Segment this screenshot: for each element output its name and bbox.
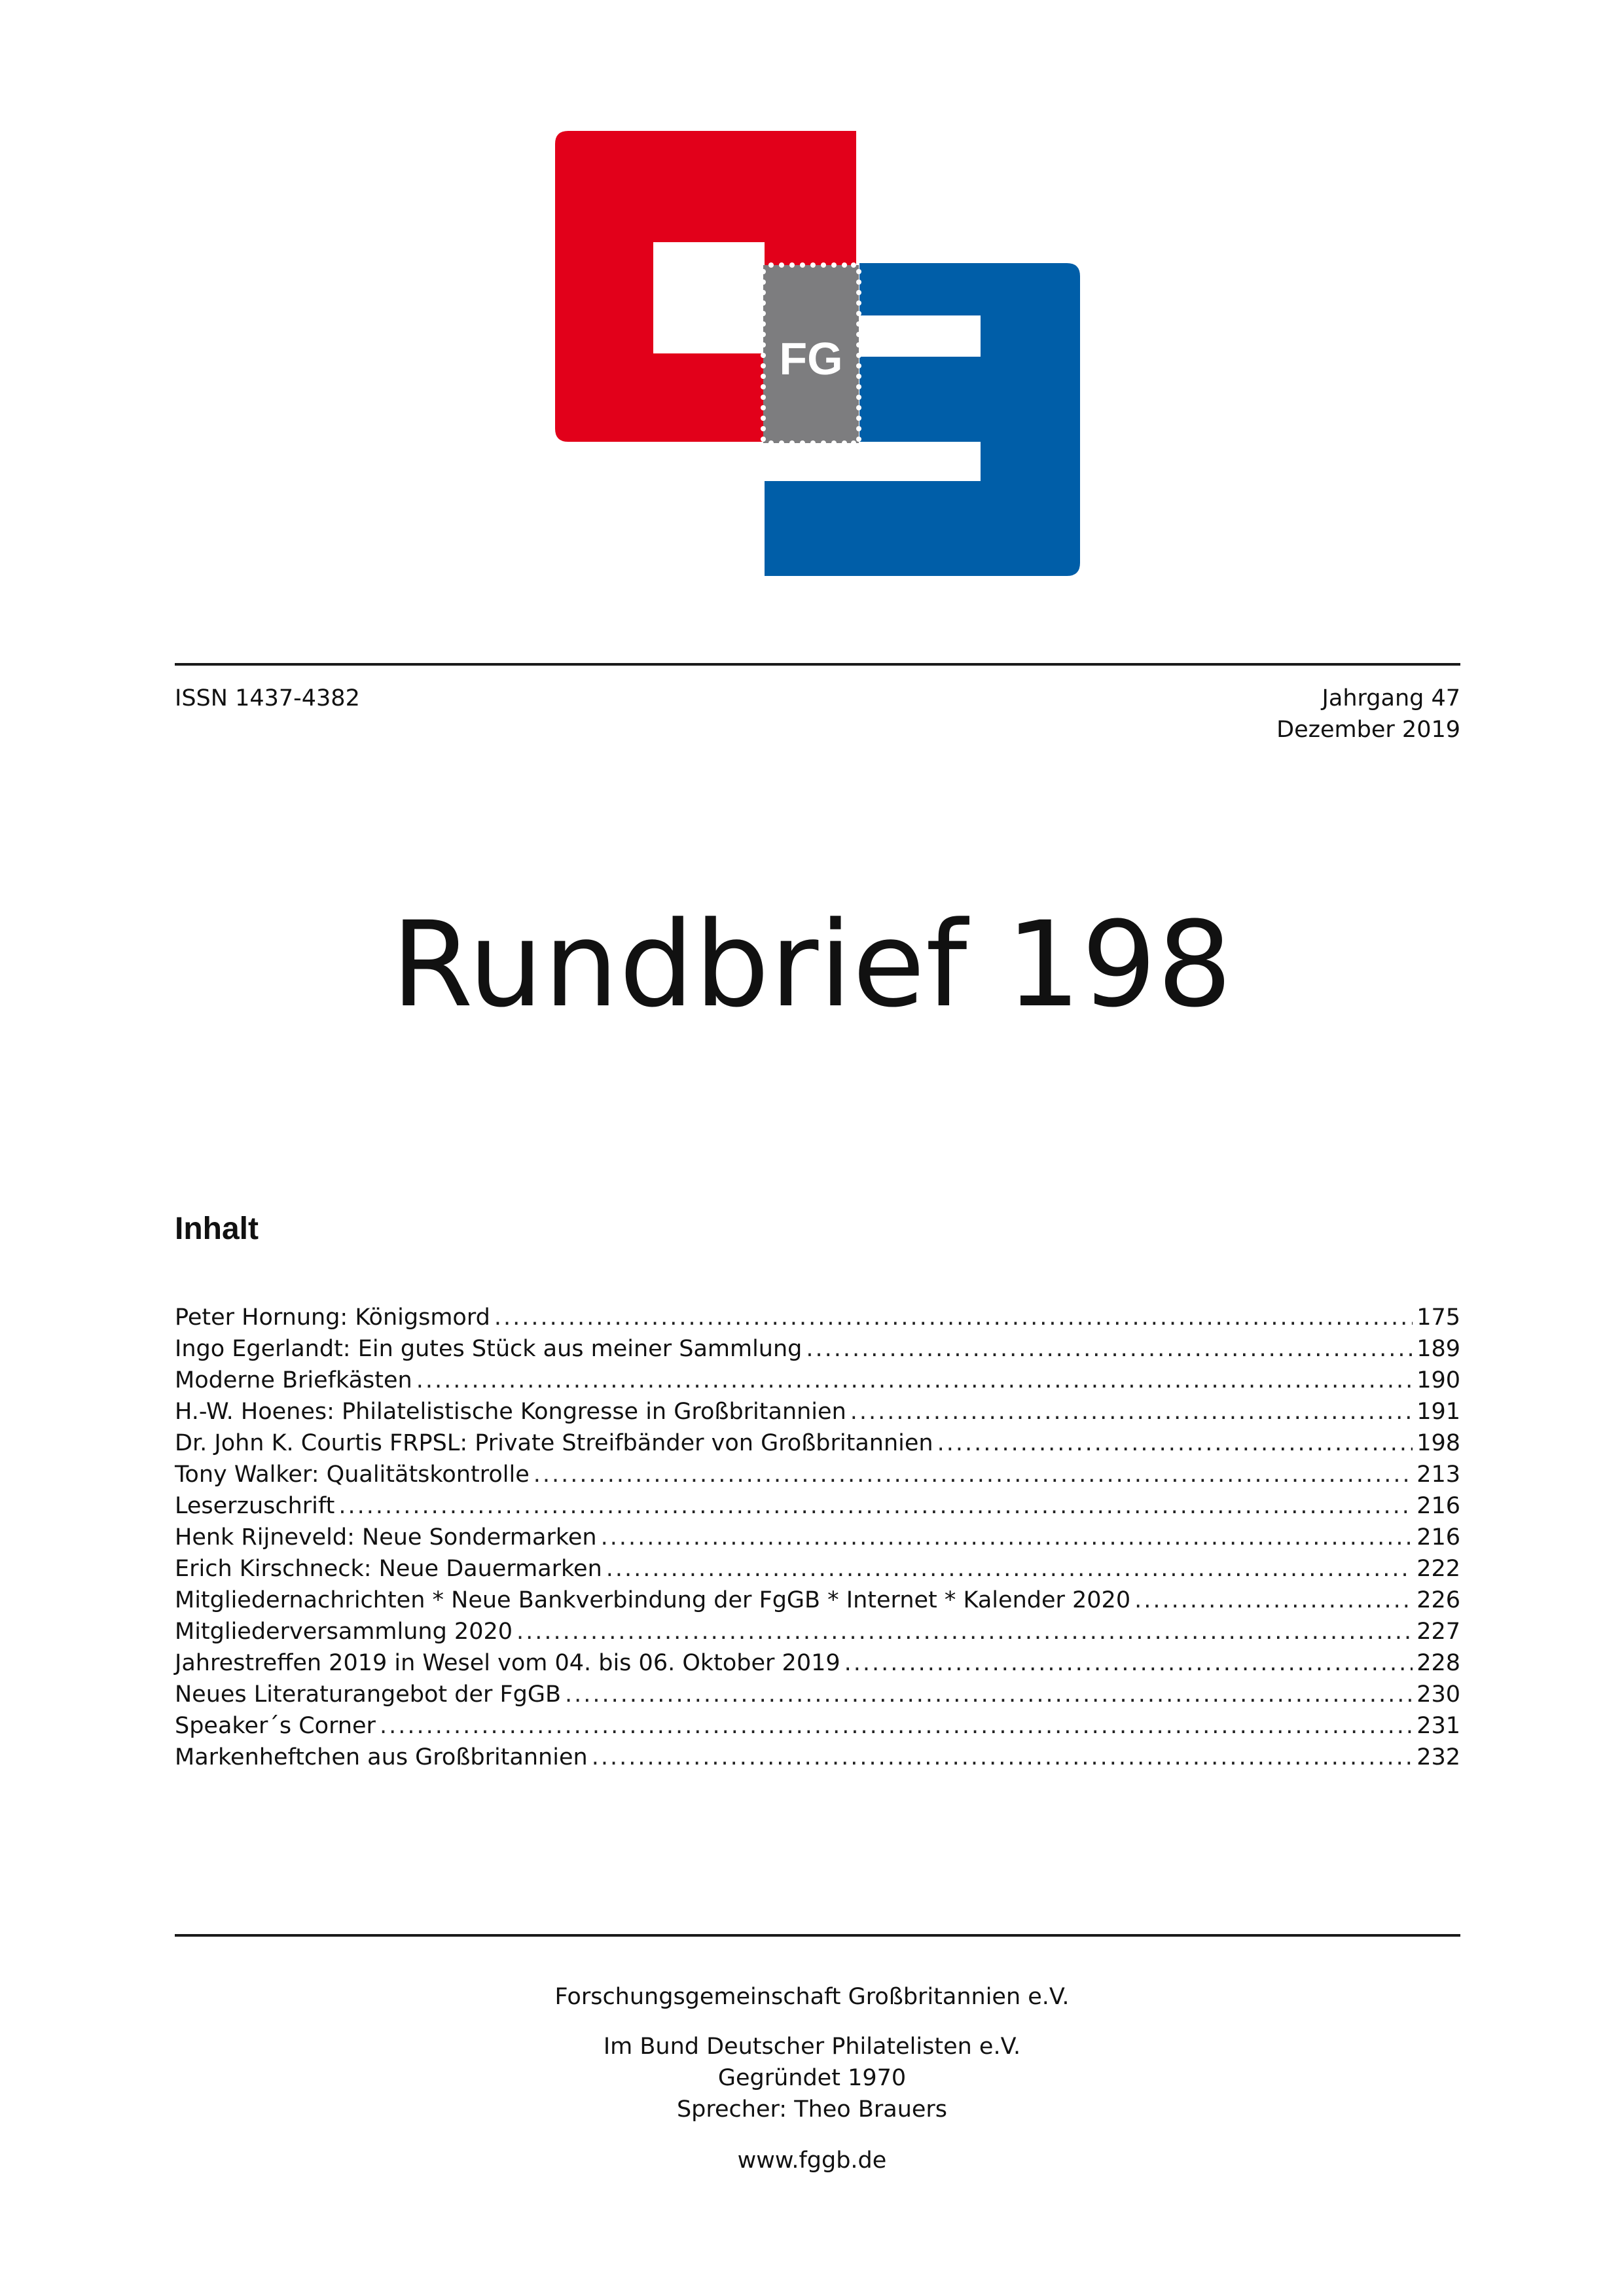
toc-entry-page: 216 xyxy=(1416,1524,1460,1551)
toc-entry xyxy=(175,1742,1460,1773)
toc-entry-title: Erich Kirschneck: Neue Dauermarken xyxy=(175,1556,602,1582)
toc-leader-dots xyxy=(844,1647,1413,1679)
header-rule xyxy=(175,663,1460,666)
toc-leader-dots xyxy=(516,1616,1413,1647)
toc-entry xyxy=(175,1365,1460,1396)
toc-entry xyxy=(175,1616,1460,1647)
toc-entry-title: Markenheftchen aus Großbritannien xyxy=(175,1744,588,1770)
footer-organization: Forschungsgemeinschaft Großbritannien e.V. xyxy=(554,1984,1070,2010)
page-title: Rundbrief 198 xyxy=(391,897,1233,1033)
toc-entry-page: 175 xyxy=(1416,1304,1460,1331)
toc-entry-title: Neues Literaturangebot der FgGB xyxy=(175,1681,562,1708)
toc-heading: Inhalt xyxy=(175,1211,259,1246)
toc-entry xyxy=(175,1396,1460,1427)
issue-info xyxy=(1276,683,1460,745)
toc-entry-page: 228 xyxy=(1416,1650,1460,1676)
toc-entry-page: 216 xyxy=(1416,1493,1460,1519)
toc-entry-title: Ingo Egerlandt: Ein gutes Stück aus meiner Sammlung xyxy=(175,1336,803,1362)
toc-entry-page: 230 xyxy=(1416,1681,1460,1708)
toc-entry-title: Leserzuschrift xyxy=(175,1493,335,1519)
toc-leader-dots xyxy=(606,1553,1413,1585)
toc-entry-title: H.-W. Hoenes: Philatelistische Kongresse in Großbritannien xyxy=(175,1399,846,1425)
toc-entry xyxy=(175,1553,1460,1585)
toc-leader-dots xyxy=(416,1365,1413,1396)
volume: Jahrgang 47 xyxy=(1322,685,1460,711)
footer-affiliation: Im Bund Deutscher Philatelisten e.V. xyxy=(603,2034,1021,2060)
toc-entry-page: 213 xyxy=(1416,1462,1460,1488)
toc-entry-title: Moderne Briefkästen xyxy=(175,1367,412,1393)
toc-leader-dots xyxy=(338,1490,1413,1522)
toc-entry-title: Speaker´s Corner xyxy=(175,1713,376,1739)
issn: ISSN 1437-4382 xyxy=(175,685,360,711)
toc-entry xyxy=(175,1647,1460,1679)
toc-leader-dots xyxy=(806,1333,1413,1365)
toc-leader-dots xyxy=(1134,1585,1413,1616)
toc-entry-page: 191 xyxy=(1416,1399,1460,1425)
toc-leader-dots xyxy=(533,1459,1413,1490)
toc-entry-title: Mitgliedernachrichten * Neue Bankverbindung der FgGB * Internet * Kalender 2020 xyxy=(175,1587,1131,1613)
toc-entry xyxy=(175,1333,1460,1365)
toc-entry-page: 232 xyxy=(1416,1744,1460,1770)
logo-stamp-text: FG xyxy=(779,333,843,384)
toc-entry-title: Peter Hornung: Königsmord xyxy=(175,1304,490,1331)
toc-entry-page: 190 xyxy=(1416,1367,1460,1393)
toc-entry xyxy=(175,1490,1460,1522)
toc-entry-page: 227 xyxy=(1416,1619,1460,1645)
issue-date: Dezember 2019 xyxy=(1276,717,1460,743)
toc-entry-title: Henk Rijneveld: Neue Sondermarken xyxy=(175,1524,597,1551)
toc-entry-page: 198 xyxy=(1416,1430,1460,1456)
table-of-contents xyxy=(175,1302,1460,1773)
toc-entry-title: Jahrestreffen 2019 in Wesel vom 04. bis 06. Oktober 2019 xyxy=(175,1650,840,1676)
toc-leader-dots xyxy=(937,1427,1413,1459)
footer-website[interactable]: www.fggb.de xyxy=(737,2147,887,2174)
toc-entry xyxy=(175,1710,1460,1742)
toc-entry xyxy=(175,1585,1460,1616)
footer-speaker: Sprecher: Theo Brauers xyxy=(676,2096,948,2123)
logo-stamp-icon xyxy=(761,262,861,446)
toc-leader-dots xyxy=(380,1710,1413,1742)
footer-founded: Gegründet 1970 xyxy=(717,2065,907,2091)
toc-entry-page: 189 xyxy=(1416,1336,1460,1362)
toc-leader-dots xyxy=(850,1396,1413,1427)
fggb-logo xyxy=(555,131,1080,576)
toc-leader-dots xyxy=(565,1679,1413,1710)
toc-entry xyxy=(175,1302,1460,1333)
toc-entry-page: 231 xyxy=(1416,1713,1460,1739)
toc-entry xyxy=(175,1427,1460,1459)
footer-rule xyxy=(175,1934,1460,1937)
toc-leader-dots xyxy=(601,1522,1413,1553)
toc-entry-title: Dr. John K. Courtis FRPSL: Private Streifbänder von Großbritannien xyxy=(175,1430,933,1456)
toc-entry xyxy=(175,1459,1460,1490)
toc-entry-title: Mitgliederversammlung 2020 xyxy=(175,1619,513,1645)
toc-entry xyxy=(175,1522,1460,1553)
toc-leader-dots xyxy=(592,1742,1413,1773)
toc-leader-dots xyxy=(494,1302,1413,1333)
toc-entry-title: Tony Walker: Qualitätskontrolle xyxy=(175,1462,530,1488)
toc-entry xyxy=(175,1679,1460,1710)
toc-entry-page: 226 xyxy=(1416,1587,1460,1613)
toc-entry-page: 222 xyxy=(1416,1556,1460,1582)
